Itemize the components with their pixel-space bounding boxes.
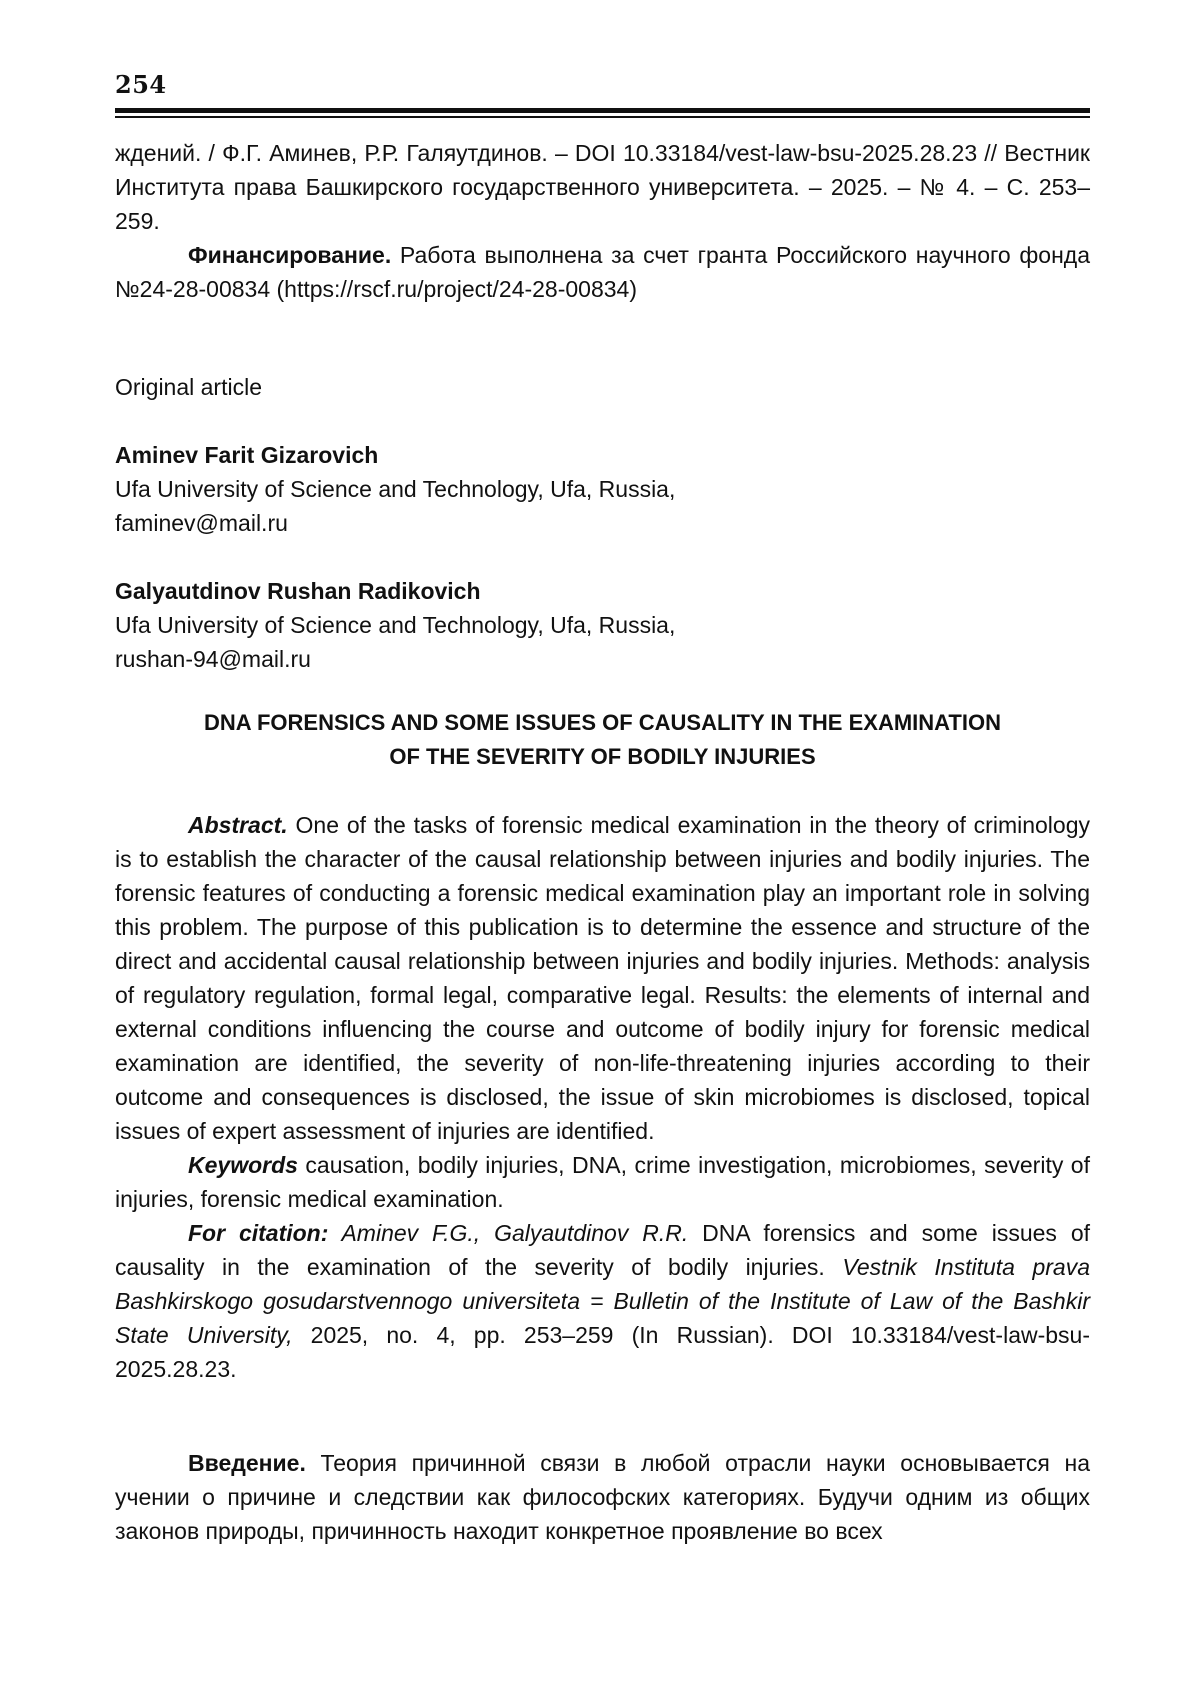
keywords-paragraph (115, 1148, 1090, 1216)
abstract-paragraph (115, 808, 1090, 1148)
author-affiliation: Ufa University of Science and Technology, Ufa, Russia, (115, 612, 676, 638)
author-block-1 (115, 438, 1090, 540)
article-type: Original article (115, 374, 262, 400)
author-name: Aminev Farit Gizarovich (115, 442, 379, 468)
introduction-paragraph (115, 1446, 1090, 1548)
keywords-text: causation, bodily injuries, DNA, crime investigation, microbiomes, severity of injuries, forensic medical examination. (115, 1152, 1090, 1212)
keywords-label: Keywords (188, 1152, 298, 1178)
article-title-line-2: OF THE SEVERITY OF BODILY INJURIES (389, 744, 816, 769)
author-name: Galyautdinov Rushan Radikovich (115, 578, 481, 604)
page-content (115, 136, 1090, 1548)
abstract-label: Abstract. (188, 812, 288, 838)
spacer (115, 774, 1090, 808)
for-citation-title: DNA forensics and some issues of causality in the examination of the severity of bodily injuries. (115, 1220, 1090, 1280)
header-rule-thick (115, 108, 1090, 113)
citation-ru-text: ждений. / Ф.Г. Аминев, Р.Р. Галяутдинов. – DOI 10.33184/vest-law-bsu-2025.28.23 // Вестник Института права Башкирского государственного университета. – 2025. – № 4. – С. 253–259. (115, 140, 1090, 234)
spacer (115, 676, 1090, 706)
for-citation-details: 2025, no. 4, pp. 253–259 (In Russian). DOI 10.33184/vest-law-bsu-2025.28.23. (115, 1322, 1090, 1382)
article-title (115, 706, 1090, 774)
author-affiliation: Ufa University of Science and Technology, Ufa, Russia, (115, 476, 676, 502)
author-block-2 (115, 574, 1090, 676)
header-rule-thin (115, 116, 1090, 118)
abstract-text: One of the tasks of forensic medical examination in the theory of criminology is to establish the character of the causal relationship between injuries and bodily injuries. The forensic features of conducting a forensic medical examination play an important role in solving this problem. The purpose of this publication is to determine the essence and structure of the direct and accidental causal relationship between injuries and bodily injuries. Methods: analysis of regulatory regulation, formal legal, comparative legal. Results: the elements of internal and external conditions influencing the course and outcome of bodily injury for forensic medical examination are identified, the severity of non-life-threatening injuries according to their outcome and consequences is disclosed, the issue of skin microbiomes is disclosed, topical issues of expert assessment of injuries are identified. (115, 812, 1090, 1144)
page-number: 254 (115, 70, 167, 99)
introduction-label: Введение. (188, 1450, 306, 1476)
citation-ru (115, 136, 1090, 238)
for-citation-label: For citation: (188, 1220, 329, 1246)
funding-label: Финансирование. (188, 242, 392, 268)
spacer (115, 540, 1090, 574)
funding-text: Работа выполнена за счет гранта Российского научного фонда №24-28-00834 (https://rscf.ru/project/24-28-00834) (115, 242, 1090, 302)
author-email: rushan-94@mail.ru (115, 646, 311, 672)
article-title-line-1: DNA FORENSICS AND SOME ISSUES OF CAUSALITY IN THE EXAMINATION (204, 710, 1001, 735)
for-citation-journal: Vestnik Instituta prava Bashkirskogo gosudarstvennogo universiteta = Bulletin of the Institute of Law of the Bashkir State University, (115, 1254, 1090, 1348)
introduction-text: Теория причинной связи в любой отрасли науки основывается на учении о причине и следствии как философских категориях. Будучи одним из общих законов природы, причинность находит конкретное проявление во всех (115, 1450, 1090, 1544)
funding-paragraph (115, 238, 1090, 306)
spacer (115, 1386, 1090, 1446)
for-citation-paragraph (115, 1216, 1090, 1386)
author-email: faminev@mail.ru (115, 510, 288, 536)
for-citation-authors: Aminev F.G., Galyautdinov R.R. (328, 1220, 689, 1246)
spacer (115, 306, 1090, 370)
spacer (115, 404, 1090, 438)
